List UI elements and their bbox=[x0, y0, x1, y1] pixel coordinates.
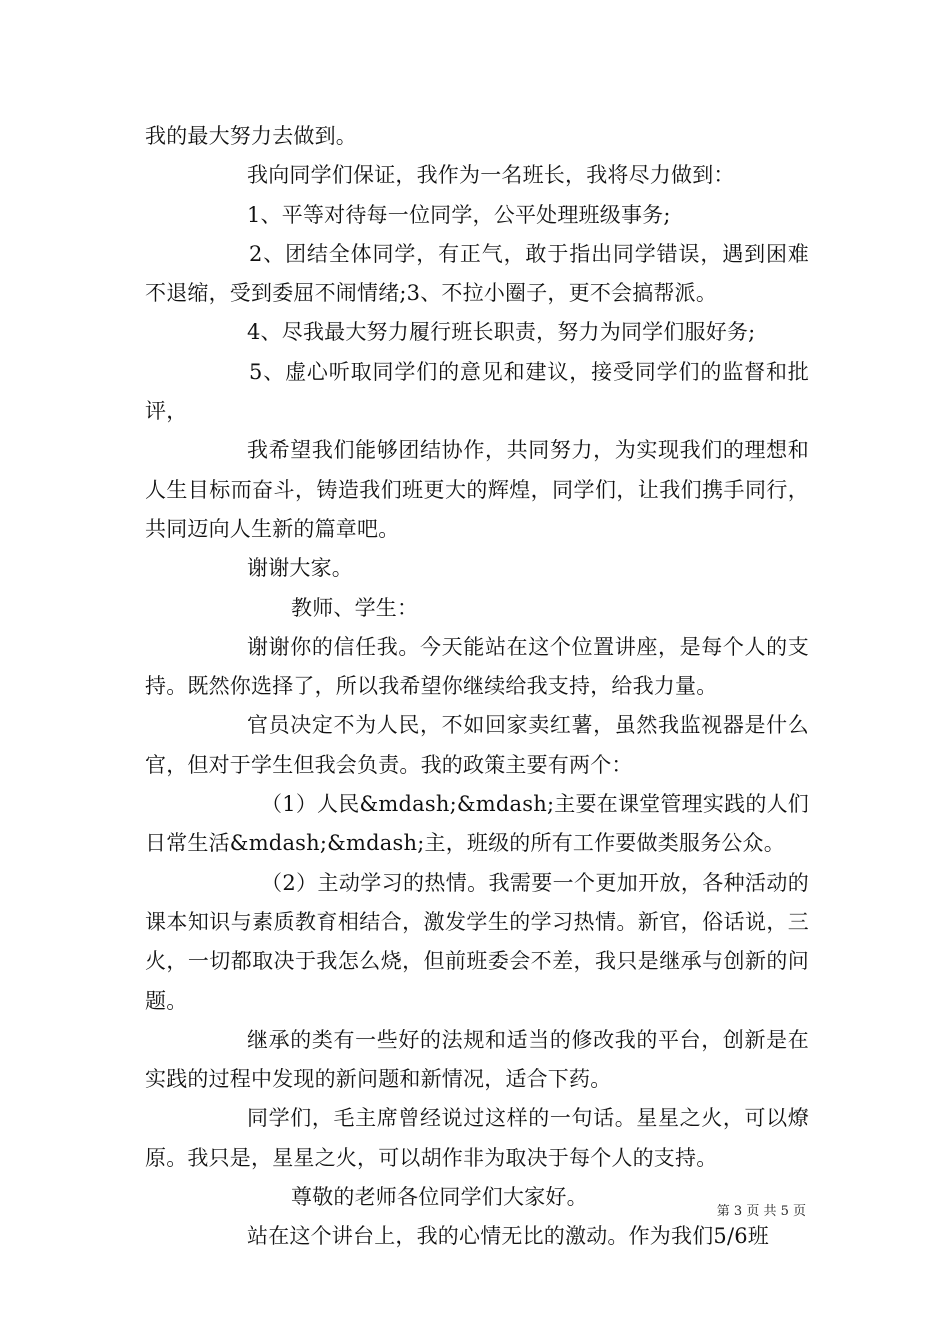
page-number-footer: 第 3 页 共 5 页 bbox=[716, 1204, 806, 1219]
paragraph-7: 我希望我们能够团结协作，共同努力，为实现我们的理想和人生目标而奋斗，铸造我们班更大的辉煌，同学们，让我们携手同行，共同迈向人生新的篇章吧。 bbox=[145, 438, 809, 541]
paragraph-2: 我向同学们保证，我作为一名班长，我将尽力做到： bbox=[247, 163, 735, 188]
paragraph-9: 教师、学生： bbox=[291, 595, 419, 620]
paragraph-13: （2）主动学习的热情。我需要一个更加开放，各种活动的课本知识与素质教育相结合，激发学生的学习热情。新官，俗话说，三火，一切都取决于我怎么烧，但前班委会不差，我只是继承与创新的问题。 bbox=[145, 870, 809, 1013]
paragraph-5: 4、尽我最大努力履行班长职责，努力为同学们服好务; bbox=[247, 320, 756, 345]
paragraph-10: 谢谢你的信任我。今天能站在这个位置讲座，是每个人的支持。既然你选择了，所以我希望你继续给我支持，给我力量。 bbox=[145, 634, 809, 699]
paragraph-14: 继承的类有一些好的法规和适当的修改我的平台，创新是在实践的过程中发现的新问题和新情况，适合下药。 bbox=[145, 1027, 809, 1092]
paragraph-15: 同学们，毛主席曾经说过这样的一句话。星星之火，可以燎原。我只是，星星之火，可以胡作非为取决于每个人的支持。 bbox=[145, 1106, 809, 1170]
paragraph-1: 我的最大努力去做到。 bbox=[145, 124, 357, 148]
paragraph-8: 谢谢大家。 bbox=[247, 556, 353, 581]
paragraph-6: 5、虚心听取同学们的意见和建议，接受同学们的监督和批评， bbox=[145, 359, 809, 424]
paragraph-3: 1、平等对待每一位同学，公平处理班级事务; bbox=[247, 202, 671, 227]
document-body bbox=[145, 117, 809, 1257]
paragraph-4: 2、团结全体同学，有正气，敢于指出同学错误，遇到困难不退缩，受到委屈不闹情绪;3、不拉小圈子，更不会搞帮派。 bbox=[145, 241, 809, 306]
paragraph-12: （1）人民&mdash;&mdash;主要在课堂管理实践的人们日常生活&mdash;&mdash;主，班级的所有工作要做类服务公众。 bbox=[145, 792, 809, 856]
paragraph-16: 尊敬的老师各位同学们大家好。 bbox=[291, 1185, 588, 1210]
paragraph-11: 官员决定不为人民，不如回家卖红薯，虽然我监视器是什么官，但对于学生但我会负责。我的政策主要有两个： bbox=[145, 713, 809, 777]
paragraph-17: 站在这个讲台上，我的心情无比的激动。作为我们5/6班 bbox=[247, 1224, 769, 1249]
